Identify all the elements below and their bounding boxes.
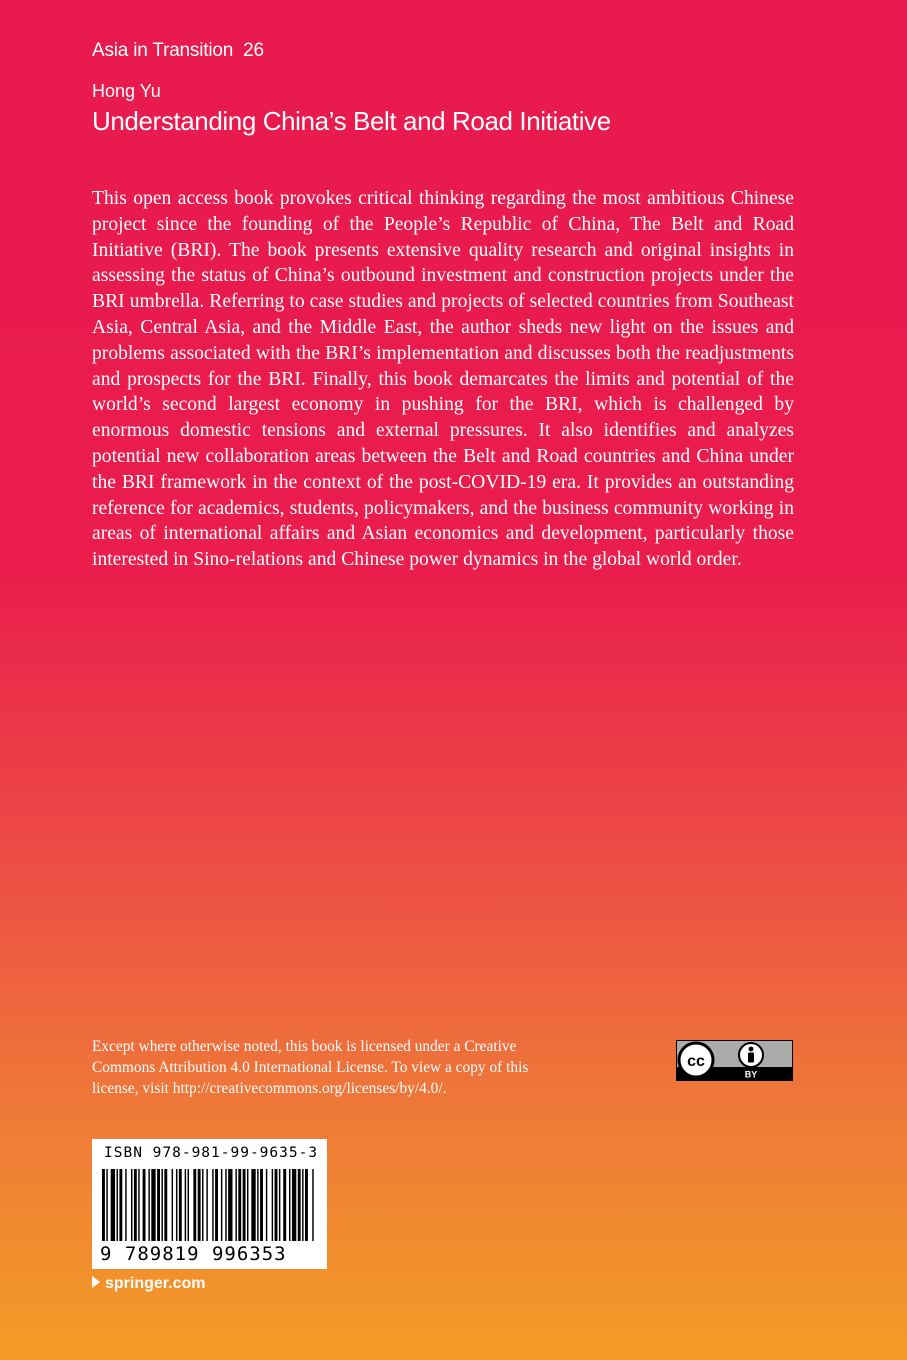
barcode-bar xyxy=(111,1169,115,1241)
barcode-bar xyxy=(125,1169,126,1241)
barcode-bar xyxy=(198,1169,201,1241)
barcode-bar xyxy=(102,1169,105,1241)
barcode-bar xyxy=(275,1169,278,1241)
barcode-bar xyxy=(247,1169,248,1241)
barcode-bar xyxy=(138,1169,139,1241)
barcode-bar xyxy=(302,1169,303,1241)
triangle-arrow-icon xyxy=(92,1276,100,1288)
barcode-bar xyxy=(228,1169,232,1241)
barcode-bar xyxy=(221,1169,222,1241)
barcode-bar xyxy=(164,1169,167,1241)
barcode-bar xyxy=(305,1169,308,1241)
barcode-bar xyxy=(143,1169,146,1241)
barcode-bar xyxy=(235,1169,236,1241)
barcode-bar xyxy=(151,1169,155,1241)
license-notice: Except where otherwise noted, this book is licensed under a Creative Commons Attribution 4.0 International License. To view a copy of this license, visit http://creativecommons.org/licenses/by/4.0/. xyxy=(92,1038,529,1097)
barcode-bar xyxy=(292,1169,296,1241)
book-title: Understanding China’s Belt and Road Initiative xyxy=(92,106,611,136)
barcode-bar xyxy=(157,1169,160,1241)
author-name: Hong Yu xyxy=(92,81,161,101)
book-description: This open access book provokes critical thinking regarding the most ambitious Chinese project since the founding of the People’s Republic of China, The Belt and Road Initiative (BRI). The book presents extensive quality research and original insights in assessing the status of China’s outbound investment and construction projects under the BRI umbrella. Referring to case studies and projects of selected countries from Southeast Asia, Central Asia, and the Middle East, the author sheds new light on the issues and problems associated with the BRI’s implementation and discusses both the readjustments and prospects for the BRI. Finally, this book demarcates the limits and potential of the world’s second largest economy in pushing for the BRI, which is challenged by enormous domestic tensions and external pressures. It also identifies and analyzes potential new collaboration areas between the Belt and Road countries and China under the BRI framework in the context of the post-COVID-19 era. It provides an outstanding reference for academics, students, policymakers, and the business community working in areas of international affairs and Asian economics and development, particularly those interested in Sino-relations and Chinese power dynamics in the global world order. xyxy=(92,188,794,571)
barcode-bar xyxy=(260,1169,263,1241)
barcode-bar xyxy=(215,1169,218,1241)
barcode-bar xyxy=(202,1169,203,1241)
barcode-bar xyxy=(148,1169,149,1241)
barcode-bar xyxy=(179,1169,182,1241)
barcode-bar xyxy=(298,1169,301,1241)
barcode-bar xyxy=(212,1169,213,1241)
barcode-bar xyxy=(243,1169,246,1241)
cc-by-label: BY xyxy=(744,1069,758,1080)
barcode-bar xyxy=(176,1169,177,1241)
barcode-bar xyxy=(289,1169,290,1241)
barcode-bar xyxy=(185,1169,186,1241)
barcode-bar xyxy=(131,1169,132,1241)
barcode-bar xyxy=(206,1169,207,1241)
barcode-bar xyxy=(188,1169,189,1241)
cc-logo-text: cc xyxy=(687,1053,705,1070)
publisher-website: springer.com xyxy=(105,1275,206,1292)
barcode-bar xyxy=(272,1169,273,1241)
barcode-graphic xyxy=(102,1169,317,1241)
barcode-bar xyxy=(117,1169,118,1241)
barcode-bar xyxy=(251,1169,255,1241)
barcode-bar xyxy=(119,1169,122,1241)
barcode-bar xyxy=(172,1169,173,1241)
isbn-label: ISBN 978-981-99-9635-3 xyxy=(104,1145,319,1161)
barcode-bar xyxy=(279,1169,280,1241)
barcode-bar xyxy=(283,1169,286,1241)
isbn-barcode-block xyxy=(92,1139,327,1269)
series-name: Asia in Transition xyxy=(92,40,234,61)
attribution-person-icon xyxy=(739,1043,763,1067)
barcode-bar xyxy=(257,1169,258,1241)
barcode-bar xyxy=(193,1169,196,1241)
barcode-bar xyxy=(225,1169,226,1241)
series-number: 26 xyxy=(243,40,264,61)
isbn-digits: 9 789819 996353 xyxy=(100,1243,287,1265)
cc-logo-icon xyxy=(679,1043,713,1077)
barcode-bar xyxy=(266,1169,267,1241)
barcode-bar xyxy=(106,1169,107,1241)
cc-by-license-badge xyxy=(676,1040,793,1081)
barcode-bar xyxy=(134,1169,137,1241)
barcode-bar xyxy=(312,1169,313,1241)
barcode-bar xyxy=(238,1169,241,1241)
barcode-bar xyxy=(161,1169,162,1241)
series-line xyxy=(92,40,264,62)
publisher-link[interactable] xyxy=(92,1275,205,1293)
